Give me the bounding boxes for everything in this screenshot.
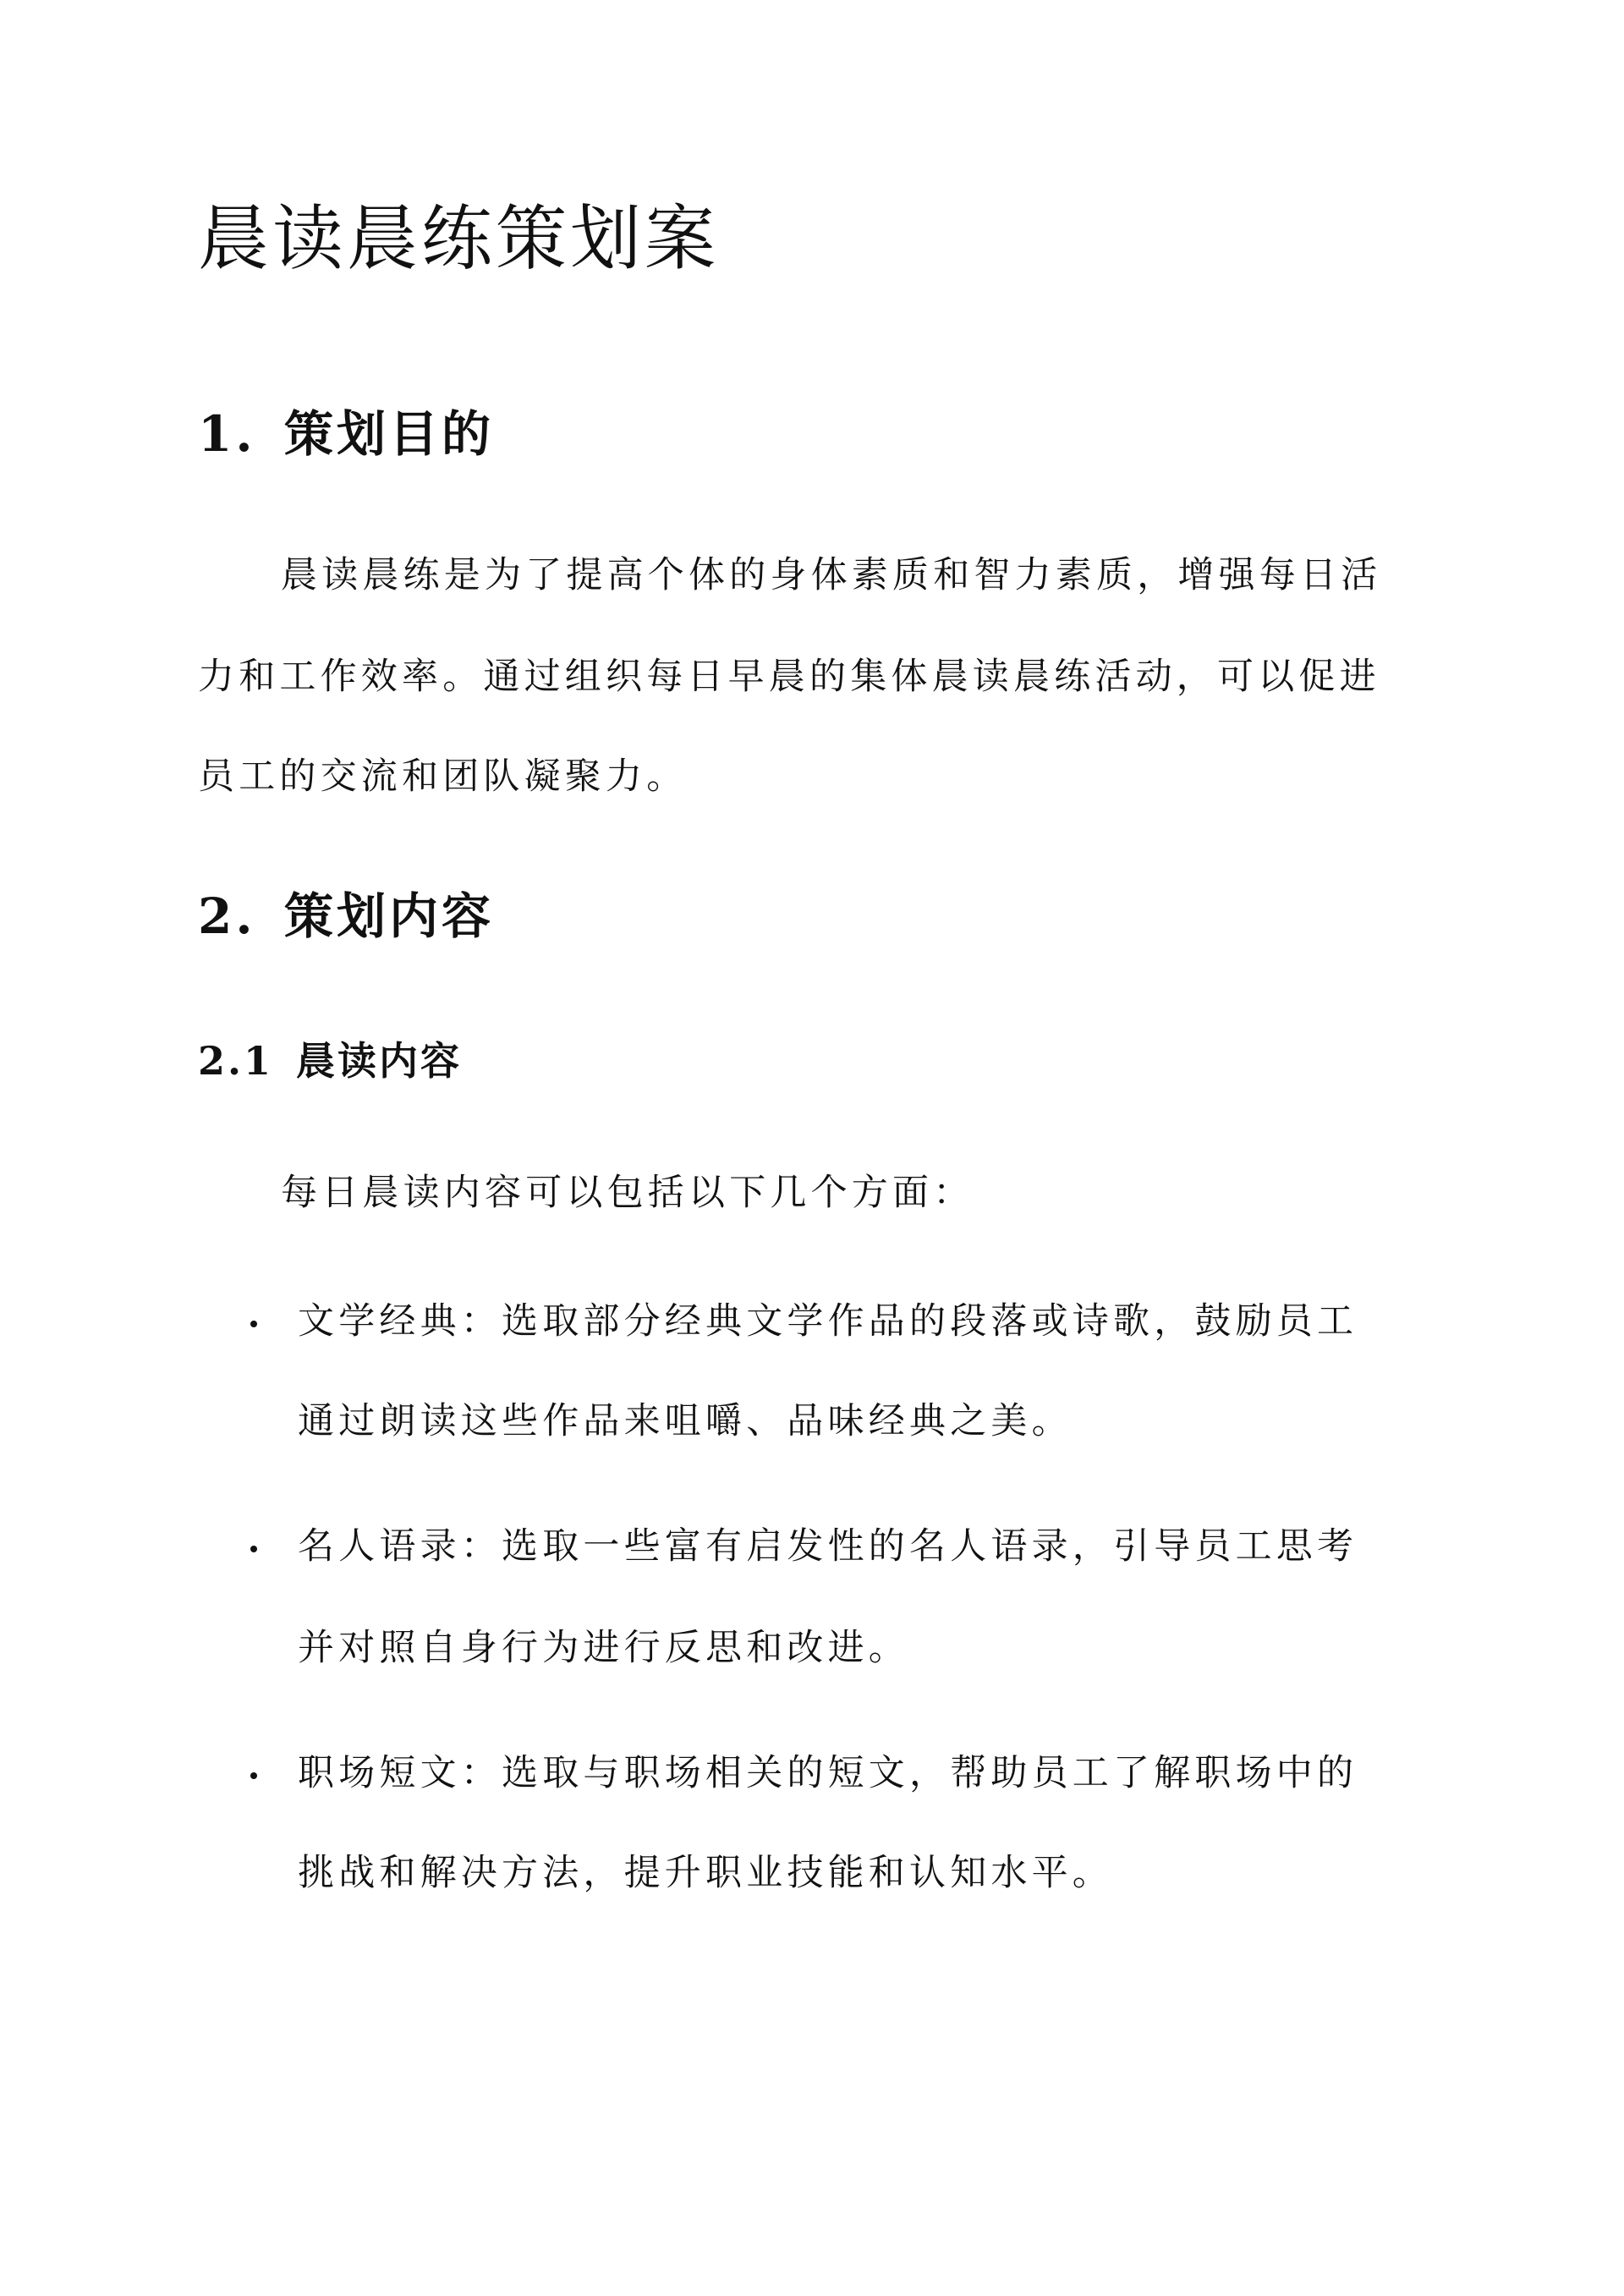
bullet-dot	[250, 1546, 257, 1552]
bullet-line: 挑战和解决方法，提升职业技能和认知水平。	[298, 1852, 1113, 1894]
subsection-2-1-number: 2.1	[198, 1038, 274, 1084]
subsection-2-1-heading	[198, 1035, 462, 1086]
paragraph-line: 晨读晨练是为了提高个体的身体素质和智力素质，增强每日活	[281, 554, 1382, 596]
bullet-line: 通过朗读这些作品来咀嚼、品味经典之美。	[298, 1400, 1073, 1442]
section-1-title: 策划目的	[284, 405, 495, 463]
subsection-intro: 每日晨读内容可以包括以下几个方面：	[281, 1172, 974, 1214]
section-2-title: 策划内容	[284, 887, 495, 945]
section-2-number: 2.	[198, 887, 256, 945]
bullet-line: 并对照自身行为进行反思和改进。	[298, 1627, 909, 1669]
bullet-dot	[250, 1772, 257, 1779]
bullet-line: 名人语录：选取一些富有启发性的名人语录，引导员工思考	[298, 1525, 1358, 1568]
bullet-line: 职场短文：选取与职场相关的短文，帮助员工了解职场中的	[298, 1752, 1358, 1794]
bullet-dot	[250, 1321, 257, 1327]
bullet-line: 文学经典：选取部分经典文学作品的段落或诗歌，鼓励员工	[298, 1300, 1358, 1343]
section-2-heading	[198, 887, 494, 946]
paragraph-line: 员工的交流和团队凝聚力。	[198, 755, 688, 798]
subsection-2-1-title: 晨读内容	[296, 1038, 462, 1084]
paragraph-line: 力和工作效率。通过组织每日早晨的集体晨读晨练活动，可以促进	[198, 656, 1380, 698]
section-1-heading	[198, 404, 494, 464]
document-title: 晨读晨练策划案	[198, 197, 720, 280]
section-1-number: 1.	[198, 405, 256, 463]
